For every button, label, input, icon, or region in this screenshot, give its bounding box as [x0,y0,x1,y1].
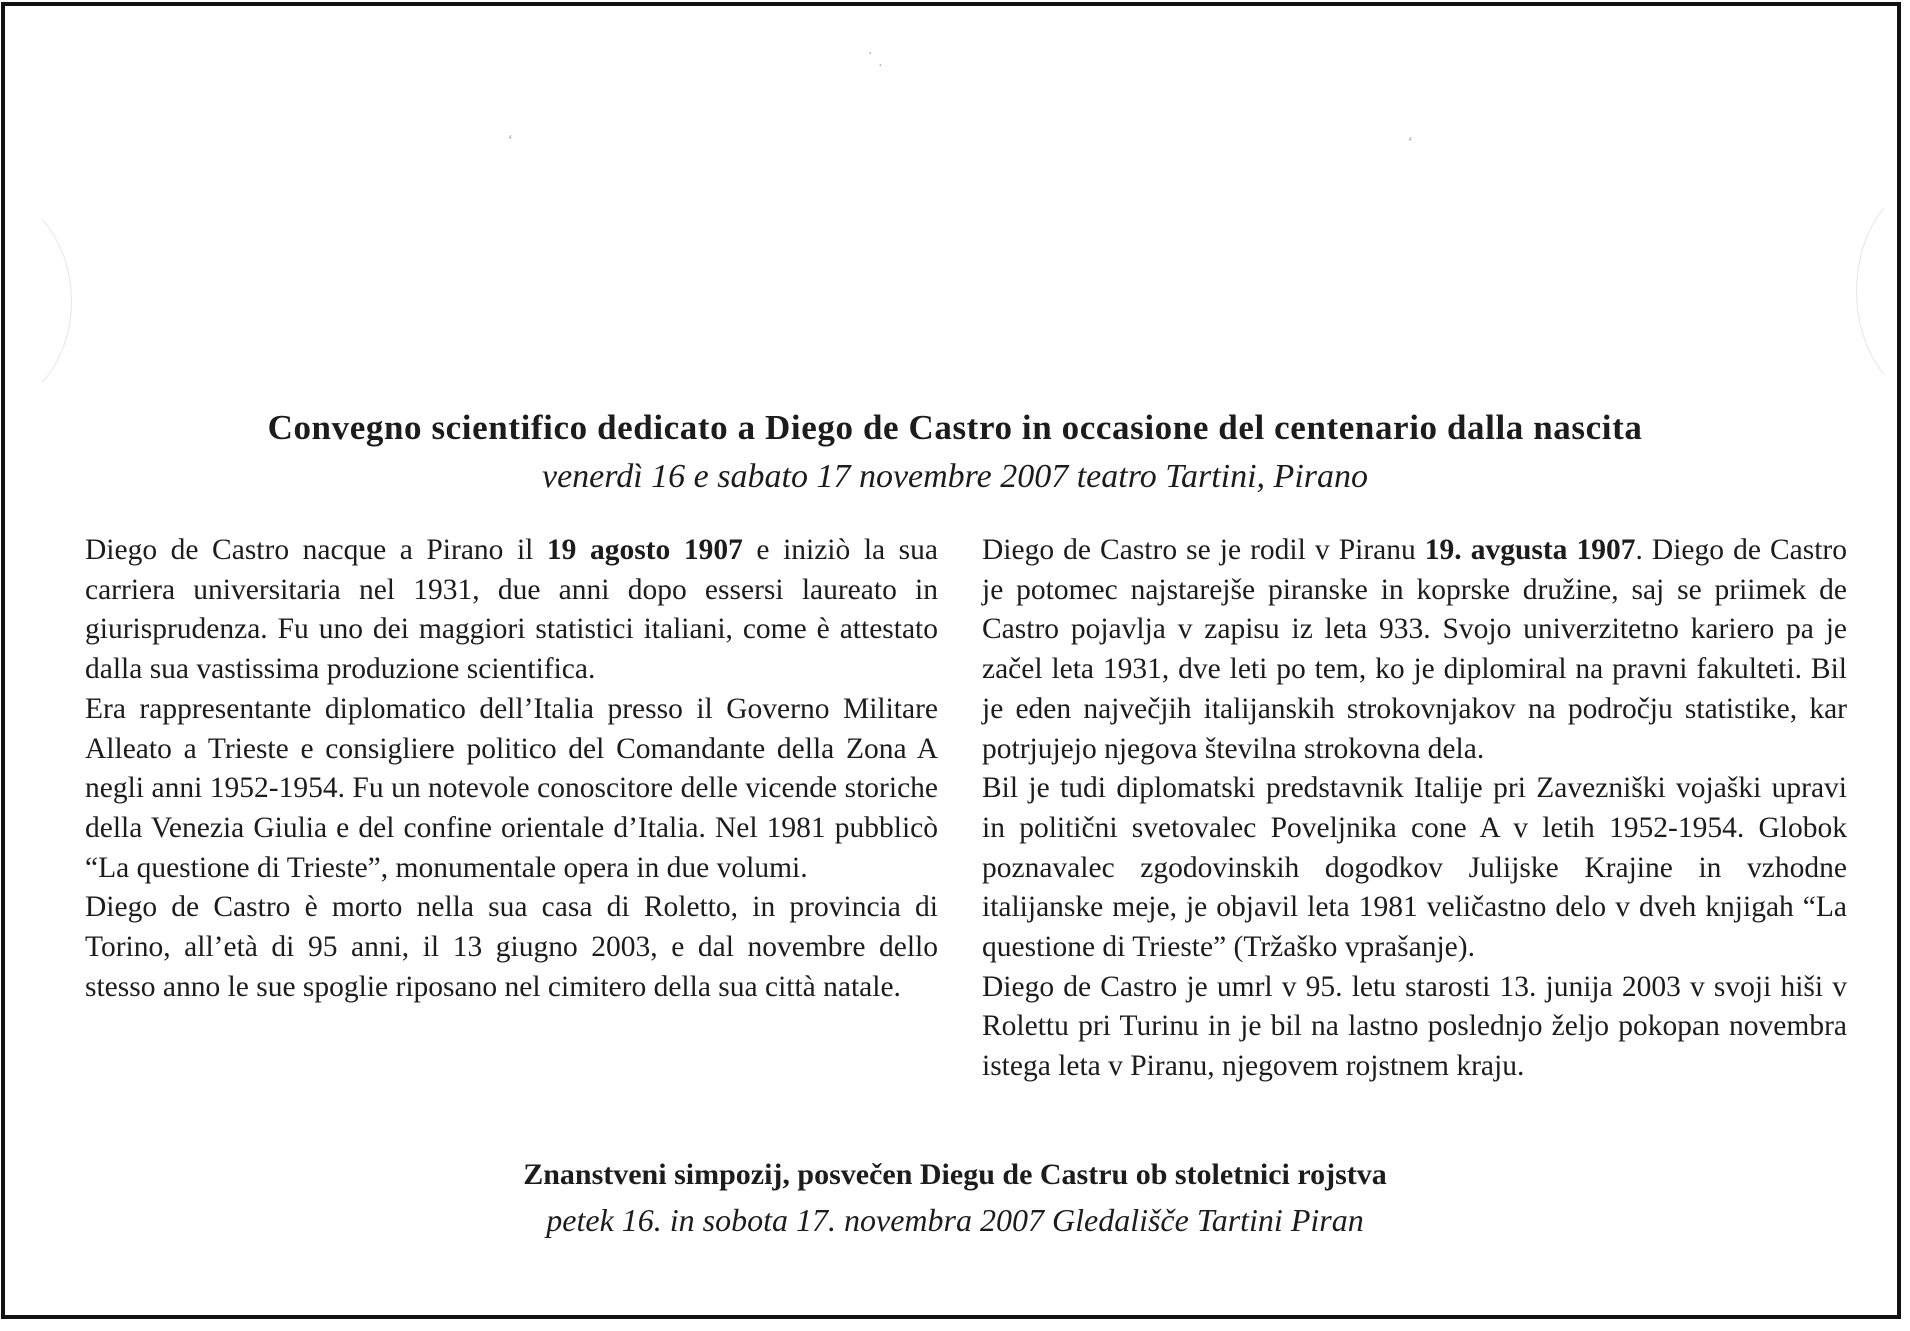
scan-mark: · [868,47,873,62]
subtitle-slovenian: petek 16. in sobota 17. novembra 2007 Gledališče Tartini Piran [546,1202,1364,1238]
subtitle-italian: venerdì 16 e sabato 17 novembre 2007 teatro Tartini, Pirano [541,458,1368,495]
birth-date-it: 19 agosto 1907 [546,534,743,566]
column-slovenian [982,531,1847,1087]
title-slovenian: Znanstveni simpozij, posvečen Diegu de Castru ob stoletnici rojstva [523,1158,1387,1191]
title-italian: Convegno scientifico dedicato a Diego de Castro in occasione del centenario dalla nascita [267,408,1643,447]
scan-mark: · [878,59,883,74]
birth-date-sl: 19. avgusta 1907 [1424,534,1636,566]
paragraph-sl-1: Diego de Castro se je rodil v Piranu 19. avgusta 1907. Diego de Castro je potomec najstarejše piranske in koprske družine, saj se priimek de Castro pojavlja v zapisu iz leta 933. Svojo univerzitetno kariero pa je začel leta 1931, dve leti po tem, ko je diplomiral na pravni fakulteti. Bil je eden največjih italijanskih strokovnjakov na področju statistike, kar potrjujejo njegova številna strokovna dela. [982,534,1847,765]
paragraph-it-3: Diego de Castro è morto nella sua casa di Roletto, in provincia di Torino, all’età di 95 anni, il 13 giugno 2003, e dal novembre dello stesso anno le sue spoglie riposano nel cimitero della sua città natale. [85,891,938,1003]
paragraph-sl-2: Bil je tudi diplomatski predstavnik Italije pri Zavezniški vojaški upravi in politični svetovalec Poveljnika cone A v letih 1952-1954. Globok poznavalec zgodovinskih dogodkov Julijske Krajine in vzhodne italijanske meje, je objavil leta 1981 veličastno delo v dveh knjigah “La questione di Trieste” (Tržaško vprašanje). [982,772,1847,964]
scan-mark: ʻ [1408,135,1413,150]
column-italian [85,531,938,1007]
scan-mark: ʻ [508,133,513,148]
paragraph-it-2: Era rappresentante diplomatico dell’Italia presso il Governo Militare Alleato a Trieste e consigliere politico del Comandante della Zona A negli anni 1952-1954. Fu un notevole conoscitore delle vicende storiche della Venezia Giulia e del confine orientale d’Italia. Nel 1981 pubblicò “La questione di Trieste”, monumentale opera in due volumi. [85,692,938,884]
paragraph-it-1: Diego de Castro nacque a Pirano il 19 agosto 1907 e iniziò la sua carriera universitaria nel 1931, due anni dopo essersi laureato in giurisprudenza. Fu uno dei maggiori statistici italiani, come è attestato dalla sua vastissima produzione scientifica. [85,534,938,686]
paragraph-sl-3: Diego de Castro je umrl v 95. letu starosti 13. junija 2003 v svoji hiši v Rolettu pri Turinu in je bil na lastno poslednjo željo pokopan novembra istega leta v Piranu, njegovem rojstnem kraju. [982,970,1847,1083]
